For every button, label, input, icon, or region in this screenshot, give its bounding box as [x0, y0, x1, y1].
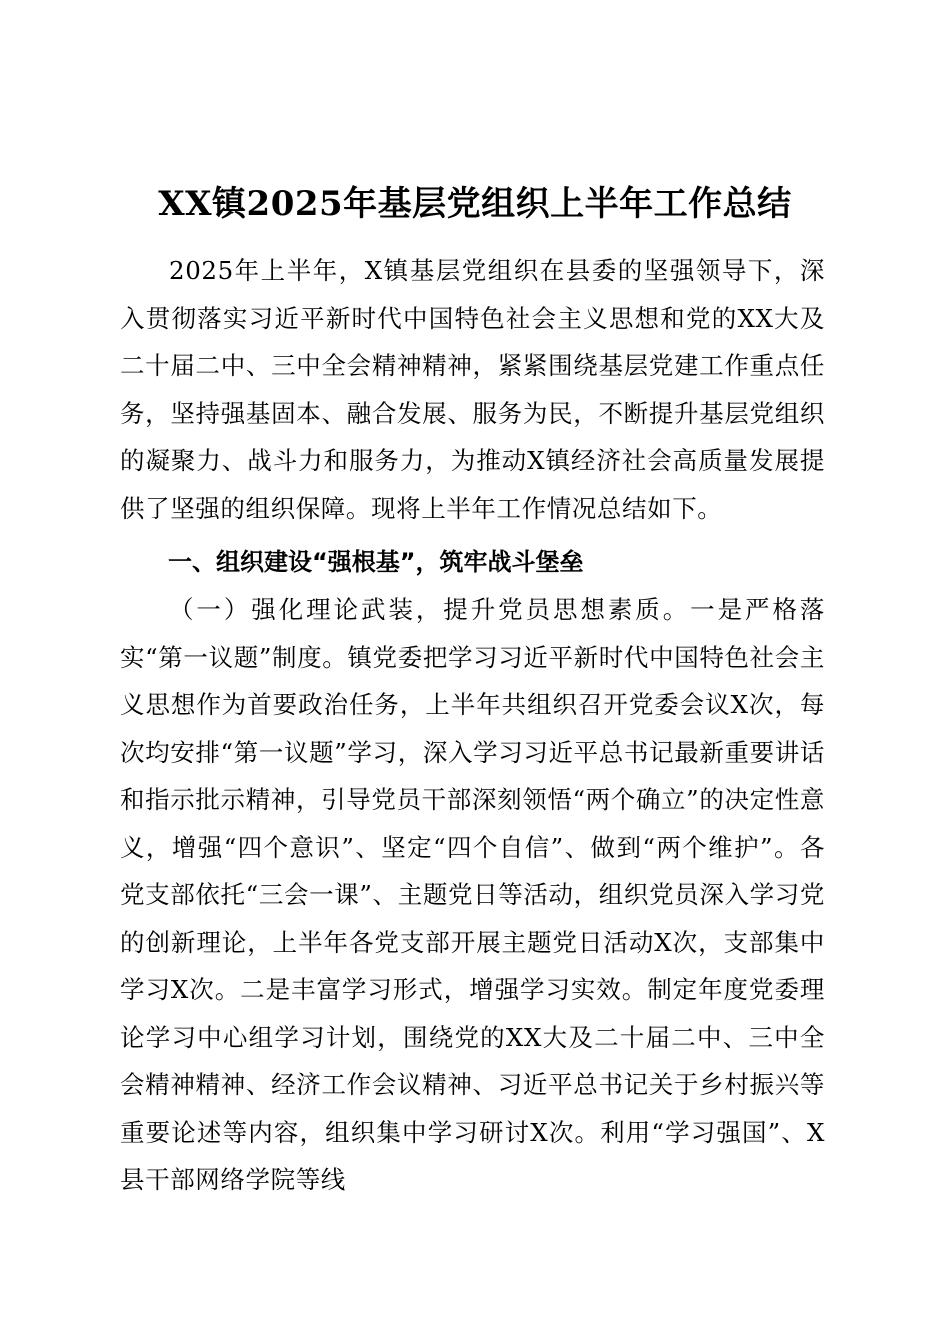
document-title: XX镇2025年基层党组织上半年工作总结 [158, 184, 792, 224]
section-1-paragraph-1: （一）强化理论武装，提升党员思想素质。一是严格落实“第一议题”制度。镇党委把学习习近平新时代中国特色社会主义思想作为首要政治任务，上半年共组织召开党委会议X次，每次均安排“第一议题”学习，深入学习习近平总书记最新重要讲话和指示批示精神，引导党员干部深刻领悟“两个确立”的决定性意义，增强“四个意识”、坚定“四个自信”、做到“两个维护”。各党支部依托“三会一课”、主题党日等活动，组织党员深入学习党的创新理论，上半年各党支部开展主题党日活动X次，支部集中学习X次。二是丰富学习形式，增强学习实效。制定年度党委理论学习中心组学习计划，围绕党的XX大及二十届二中、三中全会精神精神、经济工作会议精神、习近平总书记关于乡村振兴等重要论述等内容，组织集中学习研讨X次。利用“学习强国”、X县干部网络学院等线 [120, 595, 825, 1194]
intro-paragraph: 2025年上半年，X镇基层党组织在县委的坚强领导下，深入贯彻落实习近平新时代中国特色社会主义思想和党的XX大及二十届二中、三中全会精神精神，紧紧围绕基层党建工作重点任务，坚持强基固本、融合发展、服务为民，不断提升基层党组织的凝聚力、战斗力和服务力，为推动X镇经济社会高质量发展提供了坚强的组织保障。现将上半年工作情况总结如下。 [120, 256, 825, 523]
section-heading-1: 一、组织建设“强根基”，筑牢战斗堡垒 [168, 548, 584, 576]
